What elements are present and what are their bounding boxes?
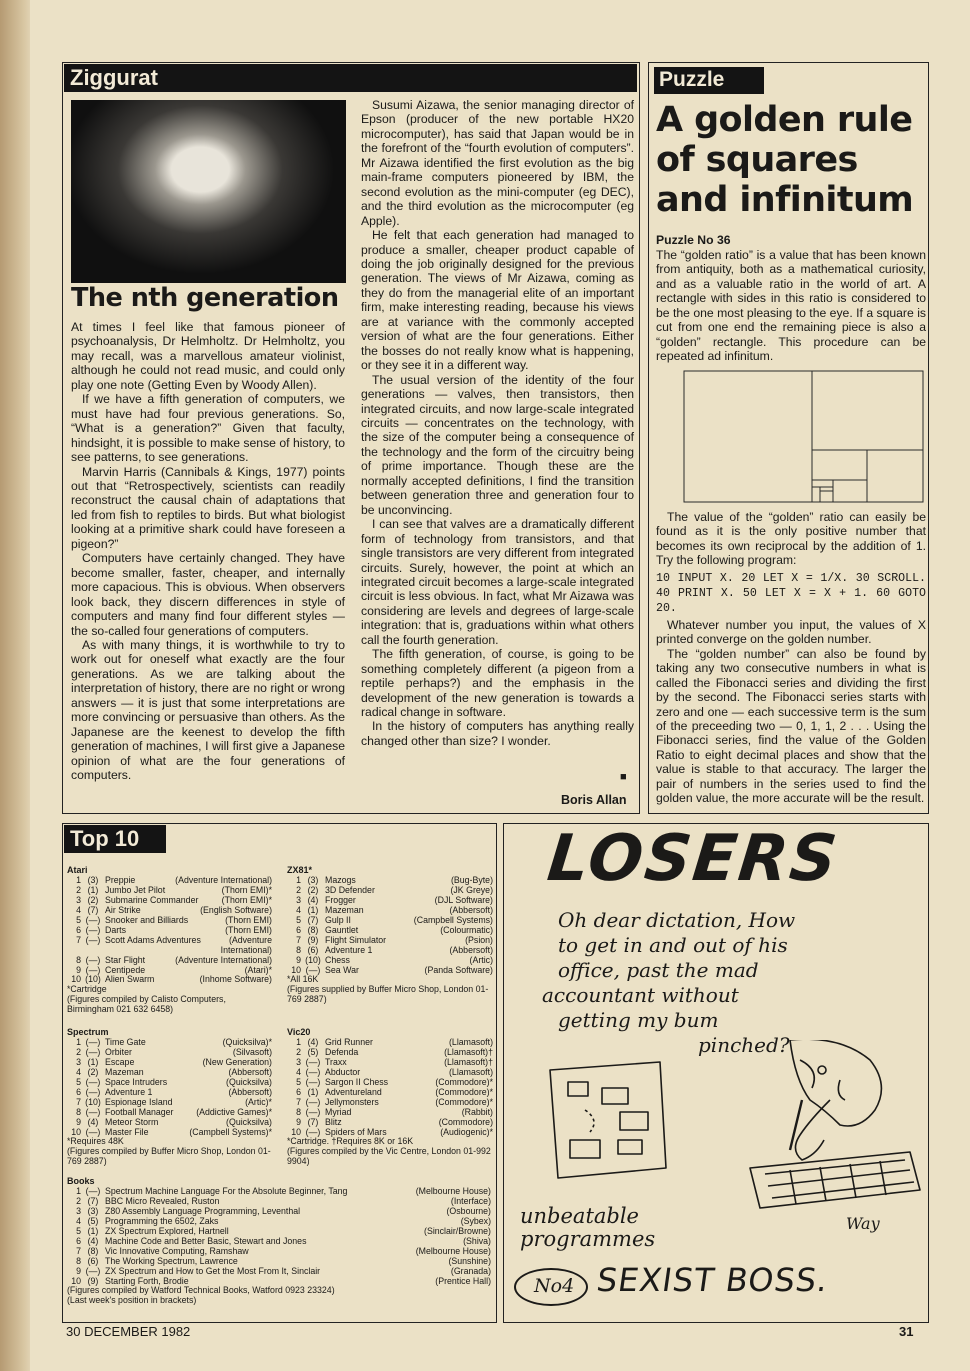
chart-heading: Atari bbox=[67, 865, 88, 875]
portrait-photo-icon bbox=[71, 100, 346, 283]
chart-position: 3 bbox=[76, 1056, 81, 1067]
chart-title: Darts bbox=[105, 924, 127, 935]
atari-chart bbox=[67, 866, 272, 1015]
paragraph: He felt that each generation had managed to produce a smaller, cheaper product capable of doing the job originally designed for the previous generation. The views of Mr Aizawa, coming as they do from the managerial elite of an important firm, make interesting reading, because his views are at variance with the commonly accepted version of what are the four generations. Either the bosses do not really know what is happening, or they see it in a different way. bbox=[361, 228, 634, 373]
paragraph: The fifth generation, of course, is going to be something completely different (a pigeon from a reptile perhaps?) and the emphasis in the development of the new generation is towards a radical change in software. bbox=[361, 647, 634, 720]
chart-position: 7 bbox=[296, 1096, 301, 1107]
chart-previous-position: (—) bbox=[305, 1096, 321, 1107]
chart-previous-position: (—) bbox=[85, 1086, 101, 1097]
cartoon-subtitle: SEXIST BOSS. bbox=[594, 1261, 831, 1299]
caption-line: programmes bbox=[520, 1227, 656, 1251]
chart-position: 2 bbox=[76, 1046, 81, 1057]
chart-position: 5 bbox=[296, 914, 301, 925]
puzzle-section-bar bbox=[654, 67, 764, 94]
spectrum-chart bbox=[67, 1028, 272, 1167]
chart-note: (Figures compiled by the Vic Centre, London 01-992 9904) bbox=[287, 1146, 491, 1167]
chart-title: Mazogs bbox=[325, 874, 356, 885]
chart-title: Espionage Island bbox=[105, 1096, 173, 1107]
paragraph: The “golden number” can also be found by taking any two consecutive numbers in what is called the Fibonacci series and dividing the first by the second. The Fibonacci series starts with zero and one — each successive term is the sum of the preceeding two — 0, 1, 1, 2 . . . Using the Fibonacci series, find the value of the Golden Ratio to eight decimal places and show that the value is stable to that accuracy. The larger the pair of numbers in the series used to find the golden value, the more accurate will be the result. bbox=[656, 646, 926, 806]
chart-position: 3 bbox=[296, 1056, 301, 1067]
chart-previous-position: (1) bbox=[87, 1225, 99, 1236]
chart-title: Jumbo Jet Pilot bbox=[105, 884, 166, 895]
end-mark-icon: ■ bbox=[620, 771, 627, 783]
chart-title: Spectrum Machine Language For the Absolute Beginner, Tang bbox=[105, 1185, 348, 1196]
chart-position: 3 bbox=[296, 894, 301, 905]
puzzle-intro bbox=[656, 248, 926, 364]
chart-publisher: (Commodore)* bbox=[435, 1076, 493, 1087]
chart-publisher: (Rabbit) bbox=[461, 1106, 493, 1117]
chart-previous-position: (1) bbox=[87, 1056, 99, 1067]
chart-previous-position: (1) bbox=[307, 904, 319, 915]
chart-publisher: (Atari)* bbox=[244, 964, 272, 975]
chart-position: 2 bbox=[76, 1195, 81, 1206]
cartoon-bottom-text bbox=[520, 1205, 655, 1251]
page-number: 31 bbox=[899, 1324, 914, 1339]
chart-title: Blitz bbox=[325, 1116, 342, 1127]
chart-note: (Figures supplied by Buffer Micro Shop, London 01-769 2887) bbox=[287, 984, 489, 1005]
chart-previous-position: (7) bbox=[307, 1116, 319, 1127]
chart-note: (Figures compiled by Calisto Computers, Birmingham 021 632 6458) bbox=[67, 994, 226, 1015]
chart-title: Adventureland bbox=[325, 1086, 382, 1097]
chart-previous-position: (—) bbox=[85, 1036, 101, 1047]
chart-previous-position: (2) bbox=[87, 1066, 99, 1077]
chart-previous-position: (—) bbox=[85, 914, 101, 925]
chart-publisher: (Melbourne House) bbox=[415, 1245, 491, 1256]
chart-previous-position: (4) bbox=[87, 1116, 99, 1127]
paragraph: The usual version of the identity of the four generations — valves, then transistors, then integrated circuits, and now large-scale integrated circuits — concentrates on the technology, with the size of the computer being a consequence of the technology and the form of the circuitry being of prime importance. Though these are the normally accepted definitions, I find the transition between generation three and generation four to be unconvincing. bbox=[361, 372, 634, 517]
chart-publisher: (Granada) bbox=[450, 1265, 491, 1276]
chart-title: Orbiter bbox=[105, 1046, 132, 1057]
chart-note: (Last week's position in brackets) bbox=[67, 1295, 197, 1306]
headline-line: of squares bbox=[656, 140, 858, 180]
chart-rows bbox=[67, 876, 272, 985]
chart-title: Jellymonsters bbox=[325, 1096, 379, 1107]
chart-position: 10 bbox=[291, 1126, 301, 1137]
chart-previous-position: (—) bbox=[305, 1106, 321, 1117]
chart-publisher: International) bbox=[220, 944, 272, 955]
chart-previous-position: (3) bbox=[87, 1205, 99, 1216]
chart-publisher: (Melbourne House) bbox=[415, 1185, 491, 1196]
chart-position: 1 bbox=[76, 1185, 81, 1196]
chart-position: 4 bbox=[76, 1215, 81, 1226]
chart-publisher: (Silvasoft) bbox=[232, 1046, 272, 1057]
chart-position: 5 bbox=[296, 1076, 301, 1087]
top10-section-bar bbox=[64, 825, 166, 853]
chart-publisher: (Sunshine) bbox=[448, 1255, 491, 1266]
chart-publisher: (Bug-Byte) bbox=[450, 874, 493, 885]
episode-badge-label: No4 bbox=[534, 1275, 575, 1297]
chart-previous-position: (—) bbox=[85, 964, 101, 975]
headline-line: and infinitum bbox=[656, 180, 914, 220]
chart-title: Programming the 6502, Zaks bbox=[105, 1215, 219, 1226]
chart-title: Gauntlet bbox=[325, 924, 359, 935]
chart-previous-position: (—) bbox=[305, 1076, 321, 1087]
chart-publisher: (Prentice Hall) bbox=[435, 1275, 491, 1286]
caption-line: office, past the mad bbox=[558, 958, 759, 982]
chart-publisher: (Sinclair/Browne) bbox=[424, 1225, 491, 1236]
chart-title: Sargon II Chess bbox=[325, 1076, 389, 1087]
chart-position: 4 bbox=[76, 904, 81, 915]
chart-position: 10 bbox=[71, 974, 81, 985]
chart-title: Abductor bbox=[325, 1066, 361, 1077]
chart-position: 3 bbox=[76, 1205, 81, 1216]
chart-position: 6 bbox=[296, 924, 301, 935]
chart-note: *Cartridge bbox=[67, 984, 107, 995]
chart-previous-position: (7) bbox=[87, 1195, 99, 1206]
chart-position: 8 bbox=[76, 954, 81, 965]
chart-position: 1 bbox=[296, 1036, 301, 1047]
puzzle-headline bbox=[656, 100, 913, 220]
cartoon-caption bbox=[542, 908, 796, 1058]
chart-publisher: (Panda Software) bbox=[424, 964, 493, 975]
chart-title: The Working Spectrum, Lawrence bbox=[105, 1255, 238, 1266]
paragraph: In the history of computers has anything really changed other than size? I wonder. bbox=[361, 719, 634, 748]
chart-title: Mazeman bbox=[105, 1066, 144, 1077]
chart-publisher: (Llamasoft) bbox=[449, 1066, 493, 1077]
chart-position: 10 bbox=[71, 1126, 81, 1137]
chart-publisher: (Audiogenic)* bbox=[440, 1126, 493, 1137]
paragraph: Computers have certainly changed. They have become smaller, faster, cheaper, and internally more capacious. This is obvious. When observers look back, they discern differences in style of computers and many find four different styles — the so-called four generations of computers. bbox=[71, 551, 345, 638]
chart-title: Spiders of Mars bbox=[325, 1126, 387, 1137]
chart-previous-position: (8) bbox=[87, 1245, 99, 1256]
chart-heading: ZX81* bbox=[287, 865, 313, 875]
chart-position: 1 bbox=[76, 1036, 81, 1047]
chart-title: Machine Code and Better Basic, Stewart and Jones bbox=[105, 1235, 307, 1246]
chart-position: 9 bbox=[296, 954, 301, 965]
chart-title: Time Gate bbox=[105, 1036, 146, 1047]
chart-title: ZX Spectrum and How to Get the Most From It, Sinclair bbox=[105, 1265, 321, 1276]
chart-title: Football Manager bbox=[105, 1106, 174, 1117]
caption-line: pinched? bbox=[698, 1033, 790, 1057]
chart-position: 8 bbox=[76, 1255, 81, 1266]
chart-previous-position: (1) bbox=[87, 884, 99, 895]
chart-title: Preppie bbox=[105, 874, 136, 885]
puzzle-section-label: Puzzle bbox=[659, 68, 725, 91]
chart-title: Myriad bbox=[325, 1106, 352, 1117]
chart-publisher: (Shiva) bbox=[463, 1235, 491, 1246]
chart-publisher: (Commodore)* bbox=[435, 1086, 493, 1097]
caption-line: to get in and out of his bbox=[558, 933, 788, 957]
chart-previous-position: (5) bbox=[87, 1215, 99, 1226]
chart-publisher: (Abbersoft) bbox=[228, 1066, 272, 1077]
chart-title: Snooker and Billiards bbox=[105, 914, 189, 925]
chart-previous-position: (—) bbox=[85, 1185, 101, 1196]
chart-previous-position: (2) bbox=[87, 894, 99, 905]
chart-publisher: (Adventure International) bbox=[175, 874, 272, 885]
chart-publisher: (New Generation) bbox=[202, 1056, 272, 1067]
chart-publisher: (Sybex) bbox=[460, 1215, 491, 1226]
basic-program: 10 INPUT X. 20 LET X = 1/X. 30 SCROLL. 40 PRINT X. 50 LET X = X + 1. 60 GOTO 20. bbox=[656, 571, 926, 615]
chart-previous-position: (4) bbox=[307, 1036, 319, 1047]
chart-publisher: (Osbourne) bbox=[446, 1205, 491, 1216]
byline: Boris Allan bbox=[561, 793, 627, 807]
chart-publisher: (Adventure International) bbox=[175, 954, 272, 965]
chart-previous-position: (1) bbox=[307, 1086, 319, 1097]
chart-title: Sea War bbox=[325, 964, 359, 975]
paragraph: Whatever number you input, the values of X printed converge on the golden number. bbox=[656, 617, 926, 647]
chart-publisher: (Llamasoft)† bbox=[444, 1046, 493, 1057]
chart-publisher: (Commodore)* bbox=[435, 1096, 493, 1107]
chart-position: 7 bbox=[76, 1096, 81, 1107]
chart-heading: Vic20 bbox=[287, 1027, 311, 1037]
chart-title: Escape bbox=[105, 1056, 135, 1067]
chart-publisher: (Campbell Systems)* bbox=[189, 1126, 272, 1137]
caption-line: accountant without bbox=[542, 983, 739, 1007]
chart-note: *Requires 48K bbox=[67, 1136, 124, 1147]
top10-section-label: Top 10 bbox=[70, 826, 140, 851]
chart-previous-position: (—) bbox=[305, 964, 321, 975]
chart-publisher: (Thorn EMI) bbox=[225, 924, 272, 935]
paragraph: I can see that valves are a dramatically different form of technology from transistors, and that single transistors are very different from integrated circuits. Surely, however, the point at which an integrated circuit becomes a large-scale integrated circuit is less obvious. In fact, what Mr Aizawa was considering are levels and degrees of large-scale integration: that is, graduations within what others call the fourth generation. bbox=[361, 517, 635, 647]
chart-title: Space Intruders bbox=[105, 1076, 168, 1087]
chart-publisher: (Addictive Games)* bbox=[196, 1106, 272, 1117]
paragraph: At times I feel like that famous pioneer of psychoanalysis, Dr Helmholtz. Dr Helmholtz, you may recall, was a marvellous amateur violinist, although he could not read music, and could only play one note (Getting Even by Woody Allen). bbox=[71, 320, 345, 392]
chart-title: Air Strike bbox=[105, 904, 141, 915]
cartoon-drawing bbox=[540, 1040, 925, 1210]
books-chart bbox=[67, 1177, 491, 1306]
chart-publisher: (Llamasoft)† bbox=[444, 1056, 493, 1067]
chart-position: 8 bbox=[296, 944, 301, 955]
chart-title: Master File bbox=[105, 1126, 149, 1137]
chart-title: Grid Runner bbox=[325, 1036, 373, 1047]
chart-publisher: (JK Greye) bbox=[450, 884, 493, 895]
chart-publisher: (Artic)* bbox=[245, 1096, 272, 1107]
chart-position: 2 bbox=[76, 884, 81, 895]
chart-publisher: (Thorn EMI) bbox=[225, 914, 272, 925]
chart-rows bbox=[287, 876, 493, 976]
cartoon-signature: Way bbox=[846, 1214, 880, 1233]
chart-previous-position: (4) bbox=[87, 1235, 99, 1246]
chart-previous-position: (—) bbox=[85, 954, 101, 965]
chart-previous-position: (—) bbox=[85, 924, 101, 935]
chart-position: 4 bbox=[296, 904, 301, 915]
chart-publisher: (Quicksilva)* bbox=[222, 1036, 272, 1047]
chart-previous-position: (—) bbox=[85, 1265, 101, 1276]
chart-title: Flight Simulator bbox=[325, 934, 387, 945]
chart-previous-position: (10) bbox=[85, 1096, 101, 1107]
chart-previous-position: (9) bbox=[307, 934, 319, 945]
chart-publisher: (Thorn EMI)* bbox=[221, 894, 272, 905]
chart-previous-position: (2) bbox=[307, 884, 319, 895]
chart-title: Chess bbox=[325, 954, 350, 965]
chart-publisher: (Abbersoft) bbox=[449, 904, 493, 915]
chart-title: Starting Forth, Brodie bbox=[105, 1275, 189, 1286]
chart-position: 7 bbox=[76, 934, 81, 945]
chart-previous-position: (7) bbox=[87, 904, 99, 915]
chart-rows bbox=[287, 1038, 493, 1138]
chart-position: 10 bbox=[71, 1275, 81, 1286]
paragraph: As with many things, it is worthwhile to try to work out for oneself what exactly are the four generations. As we are talking about the interpretation of history, there are no right or wrong answers — it is just that some interpretations are more convincing or persuasive than others. As the Japanese are the keenest to develop the fifth generation of machines, I will first give a Japanese opinion of what are the four generations of computers. bbox=[71, 637, 345, 783]
chart-title: Z80 Assembly Language Programming, Leventhal bbox=[105, 1205, 301, 1216]
chart-title: BBC Micro Revealed, Ruston bbox=[105, 1195, 220, 1206]
chart-publisher: (Abbersoft) bbox=[228, 1086, 272, 1097]
chart-publisher: (English Software) bbox=[200, 904, 272, 915]
zx81-chart bbox=[287, 866, 493, 1005]
chart-previous-position: (—) bbox=[305, 1126, 321, 1137]
chart-previous-position: (—) bbox=[85, 934, 101, 945]
chart-title: Submarine Commander bbox=[105, 894, 199, 905]
article-headline: The nth generation bbox=[71, 283, 339, 313]
chart-publisher: (Llamasoft) bbox=[449, 1036, 493, 1047]
paragraph: Susumi Aizawa, the senior managing director of Epson (producer of the new portable HX20 microcomputer), has said that Japan would be in the forefront of the “fourth evolution of computers”. Mr Aizawa identified the first evolution as the big main-frame computers pioneered by IBM, the second evolution as the mini-computer (eg DEC), and the third evolution as the microcomputer (eg Apple). bbox=[361, 98, 634, 228]
chart-previous-position: (—) bbox=[85, 1106, 101, 1117]
chart-title: Centipede bbox=[105, 964, 146, 975]
chart-publisher: (Thorn EMI)* bbox=[221, 884, 272, 895]
chart-position: 5 bbox=[76, 914, 81, 925]
issue-date: 30 DECEMBER 1982 bbox=[66, 1324, 191, 1339]
vic20-chart bbox=[287, 1028, 493, 1167]
puzzle-number: Puzzle No 36 bbox=[656, 233, 731, 247]
caption-line: getting my bum bbox=[558, 1008, 719, 1032]
chart-note: (Figures compiled by Watford Technical Books, Watford 0923 23324) bbox=[67, 1285, 335, 1296]
chart-position: 1 bbox=[76, 874, 81, 885]
chart-previous-position: (10) bbox=[305, 954, 321, 965]
chart-previous-position: (6) bbox=[307, 944, 319, 955]
chart-previous-position: (10) bbox=[85, 974, 101, 985]
chart-position: 6 bbox=[76, 924, 81, 935]
chart-position: 6 bbox=[76, 1235, 81, 1246]
chart-position: 2 bbox=[296, 1046, 301, 1057]
chart-position: 8 bbox=[76, 1106, 81, 1117]
chart-publisher: (Inhome Software) bbox=[199, 974, 272, 985]
chart-note: *Cartridge. †Requires 8K or 16K bbox=[287, 1136, 414, 1147]
chart-publisher: (DJL Software) bbox=[434, 894, 493, 905]
headline-line: A golden rule bbox=[656, 100, 913, 140]
chart-previous-position: (—) bbox=[305, 1066, 321, 1077]
chart-position: 5 bbox=[76, 1225, 81, 1236]
chart-title: Defenda bbox=[325, 1046, 359, 1057]
chart-rows bbox=[67, 1187, 491, 1287]
chart-position: 9 bbox=[76, 1116, 81, 1127]
paragraph: The “golden ratio” is a value that has been known from antiquity, both as a mathematical curiosity, and as a valuable ratio in the world of art. A rectangle with sides in this ratio is considered to be the one most pleasing to the eye. If a square is cut from one end the remaining piece is also a “golden” rectangle. This procedure can be repeated ad infinitum. bbox=[656, 248, 926, 364]
puzzle-body bbox=[656, 510, 926, 806]
article-column-1 bbox=[71, 320, 345, 783]
chart-title: Vic Innovative Computing, Ramshaw bbox=[105, 1245, 249, 1256]
chart-heading: Spectrum bbox=[67, 1027, 109, 1037]
chart-publisher: (Quicksilva) bbox=[226, 1116, 272, 1127]
chart-publisher: (Artic) bbox=[469, 954, 493, 965]
chart-title: Gulp II bbox=[325, 914, 351, 925]
chart-heading: Books bbox=[67, 1176, 95, 1186]
chart-position: 6 bbox=[76, 1086, 81, 1097]
chart-position: 9 bbox=[76, 964, 81, 975]
chart-previous-position: (4) bbox=[307, 894, 319, 905]
ziggurat-section-label: Ziggurat bbox=[70, 65, 158, 90]
binding-spine bbox=[0, 0, 34, 1371]
chart-previous-position: (3) bbox=[307, 874, 319, 885]
chart-publisher: (Commodore) bbox=[438, 1116, 493, 1127]
chart-previous-position: (—) bbox=[305, 1056, 321, 1067]
chart-note: *All 16K bbox=[287, 974, 319, 985]
chart-title: Alien Swarm bbox=[105, 974, 155, 985]
chart-publisher: (Quicksilva) bbox=[226, 1076, 272, 1087]
chart-title: 3D Defender bbox=[325, 884, 375, 895]
chart-title: ZX Spectrum Explored, Hartnell bbox=[105, 1225, 229, 1236]
chart-title: Meteor Storm bbox=[105, 1116, 159, 1127]
chart-position: 4 bbox=[76, 1066, 81, 1077]
chart-previous-position: (—) bbox=[85, 1126, 101, 1137]
chart-title: Star Flight bbox=[105, 954, 146, 965]
chart-previous-position: (5) bbox=[307, 1046, 319, 1057]
chart-previous-position: (8) bbox=[307, 924, 319, 935]
ziggurat-section-bar bbox=[64, 64, 637, 92]
chart-title: Frogger bbox=[325, 894, 356, 905]
caption-line: Oh dear dictation, How bbox=[558, 908, 796, 932]
chart-previous-position: (—) bbox=[85, 1046, 101, 1057]
chart-title: Mazeman bbox=[325, 904, 364, 915]
chart-previous-position: (9) bbox=[87, 1275, 99, 1286]
chart-position: 6 bbox=[296, 1086, 301, 1097]
chart-position: 8 bbox=[296, 1106, 301, 1117]
paragraph: If we have a fifth generation of computers, we must have had four previous generations. So, “What is a generation?” Given that faculty, hindsight, it is possible to make sense of history, to see patterns, to see generations. bbox=[71, 392, 345, 465]
chart-publisher: (Interface) bbox=[450, 1195, 491, 1206]
chart-previous-position: (3) bbox=[87, 874, 99, 885]
chart-position: 2 bbox=[296, 884, 301, 895]
article-column-2 bbox=[361, 98, 634, 748]
chart-title: Adventure 1 bbox=[325, 944, 373, 955]
chart-note: (Figures compiled by Buffer Micro Shop, London 01-769 2887) bbox=[67, 1146, 271, 1167]
cartoon-title: LOSERS bbox=[544, 822, 842, 896]
chart-previous-position: (—) bbox=[85, 1076, 101, 1087]
chart-position: 7 bbox=[76, 1245, 81, 1256]
episode-badge bbox=[514, 1268, 588, 1306]
chart-title: Scott Adams Adventures bbox=[105, 934, 201, 945]
chart-position: 1 bbox=[296, 874, 301, 885]
chart-publisher: (Psion) bbox=[465, 934, 493, 945]
chart-publisher: (Colourmatic) bbox=[440, 924, 493, 935]
paragraph: Marvin Harris (Cannibals & Kings, 1977) points out that “Retrospectively, scientists can readily reconstruct the causal chain of adaptations that led from fish to reptiles to birds. But what biologist looking at a primitive shark could have foreseen a pigeon?” bbox=[71, 464, 345, 551]
chart-position: 7 bbox=[296, 934, 301, 945]
chart-position: 3 bbox=[76, 894, 81, 905]
chart-position: 10 bbox=[291, 964, 301, 975]
chart-position: 9 bbox=[76, 1265, 81, 1276]
chart-position: 5 bbox=[76, 1076, 81, 1087]
chart-position: 4 bbox=[296, 1066, 301, 1077]
golden-rectangle-diagram bbox=[683, 370, 925, 504]
chart-title: Traxx bbox=[325, 1056, 347, 1067]
chart-previous-position: (7) bbox=[307, 914, 319, 925]
caption-line: unbeatable bbox=[520, 1204, 639, 1228]
chart-previous-position: (6) bbox=[87, 1255, 99, 1266]
chart-rows bbox=[67, 1038, 272, 1138]
chart-publisher: (Campbell Systems) bbox=[413, 914, 493, 925]
chart-title: Adventure 1 bbox=[105, 1086, 153, 1097]
chart-publisher: (Abbersoft) bbox=[449, 944, 493, 955]
chart-position: 9 bbox=[296, 1116, 301, 1127]
paragraph: The value of the “golden” ratio can easily be found as it is the only positive number that becomes its own reciprocal by the addition of 1. Try the following program: bbox=[656, 510, 926, 568]
chart-publisher: (Adventure bbox=[228, 934, 272, 945]
